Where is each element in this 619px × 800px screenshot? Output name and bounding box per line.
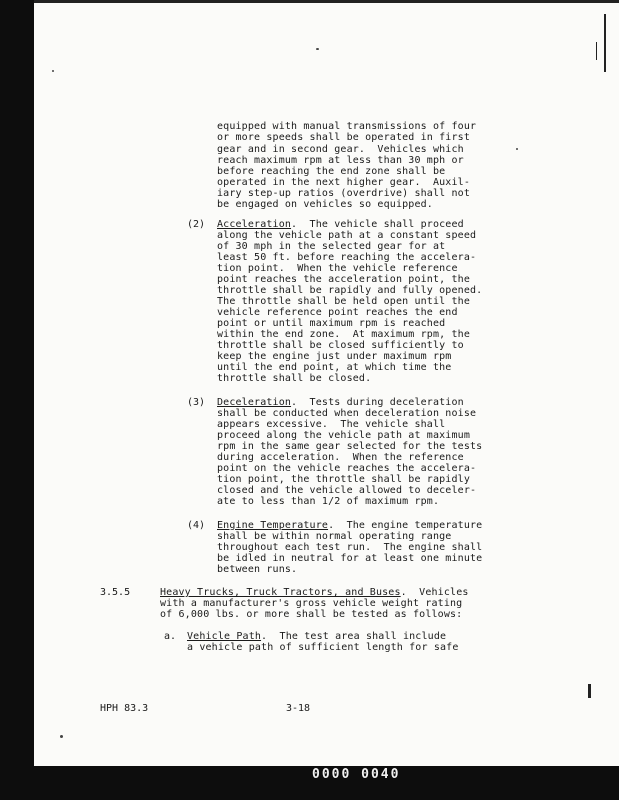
text-line: reach maximum rpm at less than 30 mph or: [217, 155, 464, 166]
text-line: be idled in neutral for at least one minute: [217, 553, 483, 564]
text-line: point reaches the acceleration point, the: [217, 274, 470, 285]
text-line: or more speeds shall be operated in first: [217, 132, 470, 143]
item-first-line: [217, 520, 482, 531]
text-line: shall be within normal operating range: [217, 531, 452, 542]
text-line: throughout each test run. The engine shall: [217, 542, 483, 553]
item-first-text: . The test area shall include: [261, 631, 447, 642]
text-line: of 6,000 lbs. or more shall be tested as follows:: [160, 609, 463, 620]
text-line: least 50 ft. before reaching the accelera-: [217, 252, 477, 263]
text-line: tion point, the throttle shall be rapidly: [217, 474, 470, 485]
scan-edge-bottom: [0, 766, 619, 800]
text-line: during acceleration. When the reference: [217, 452, 464, 463]
text-line: of 30 mph in the selected gear for at: [217, 241, 446, 252]
item-first-text: . Tests during deceleration: [291, 397, 464, 408]
text-line: along the vehicle path at a constant speed: [217, 230, 477, 241]
item-first-line: [217, 397, 464, 408]
item-first-text: . The vehicle shall proceed: [291, 219, 464, 230]
text-line: before reaching the end zone shall be: [217, 166, 446, 177]
text-line: shall be conducted when deceleration noise: [217, 408, 477, 419]
item-letter: a.: [164, 631, 177, 642]
section-number: 3.5.5: [100, 587, 131, 598]
text-line: keep the engine just under maximum rpm: [217, 351, 452, 362]
scan-mark: [588, 684, 591, 698]
text-line: The throttle shall be held open until the: [217, 296, 470, 307]
text-line: iary step-up ratios (overdrive) shall not: [217, 188, 470, 199]
text-line: vehicle reference point reaches the end: [217, 307, 458, 318]
text-line: with a manufacturer's gross vehicle weight rating: [160, 598, 463, 609]
text-line: proceed along the vehicle path at maximum: [217, 430, 470, 441]
scan-mark: [596, 42, 597, 60]
text-line: between runs.: [217, 564, 298, 575]
item-heading: Acceleration: [217, 219, 292, 230]
text-line: equipped with manual transmissions of four: [217, 121, 477, 132]
section-heading: Heavy Trucks, Truck Tractors, and Buses: [160, 587, 401, 598]
text-line: gear and in second gear. Vehicles which: [217, 144, 464, 155]
document-id: HPH 83.3: [100, 703, 149, 714]
section-first-line: [160, 587, 469, 598]
text-line: point or until maximum rpm is reached: [217, 318, 446, 329]
text-line: rpm in the same gear selected for the tests: [217, 441, 483, 452]
item-number: (3): [187, 397, 206, 408]
text-line: operated in the next higher gear. Auxil-: [217, 177, 470, 188]
text-line: point on the vehicle reaches the accelera-: [217, 463, 477, 474]
text-line: ate to less than 1/2 of maximum rpm.: [217, 496, 440, 507]
scan-edge-top: [0, 0, 619, 3]
scan-speck: [316, 48, 319, 50]
text-line: be engaged on vehicles so equipped.: [217, 199, 433, 210]
item-number: (4): [187, 520, 206, 531]
text-line: closed and the vehicle allowed to deceler-: [217, 485, 477, 496]
text-line: until the end point, at which time the: [217, 362, 452, 373]
text-line: within the end zone. At maximum rpm, the: [217, 329, 470, 340]
text-line: a vehicle path of sufficient length for safe: [187, 642, 459, 653]
text-line: tion point. When the vehicle reference: [217, 263, 458, 274]
text-line: throttle shall be rapidly and fully opened.: [217, 285, 483, 296]
scan-edge-left: [0, 0, 34, 800]
page-number: 3-18: [286, 703, 311, 714]
frame-stamp: 0000 0040: [312, 767, 401, 782]
scan-speck: [516, 148, 518, 150]
scan-mark: [604, 14, 606, 72]
text-line: throttle shall be closed sufficiently to: [217, 340, 464, 351]
text-line: appears excessive. The vehicle shall: [217, 419, 446, 430]
item-heading: Deceleration: [217, 397, 292, 408]
item-heading: Engine Temperature: [217, 520, 329, 531]
item-first-text: . The engine temperature: [328, 520, 483, 531]
section-first-text: . Vehicles: [400, 587, 469, 598]
item-first-line: [187, 631, 446, 642]
item-first-line: [217, 219, 464, 230]
item-number: (2): [187, 219, 206, 230]
item-heading: Vehicle Path: [187, 631, 262, 642]
text-line: throttle shall be closed.: [217, 373, 372, 384]
scan-speck: [60, 735, 63, 738]
scan-speck: [52, 70, 54, 72]
